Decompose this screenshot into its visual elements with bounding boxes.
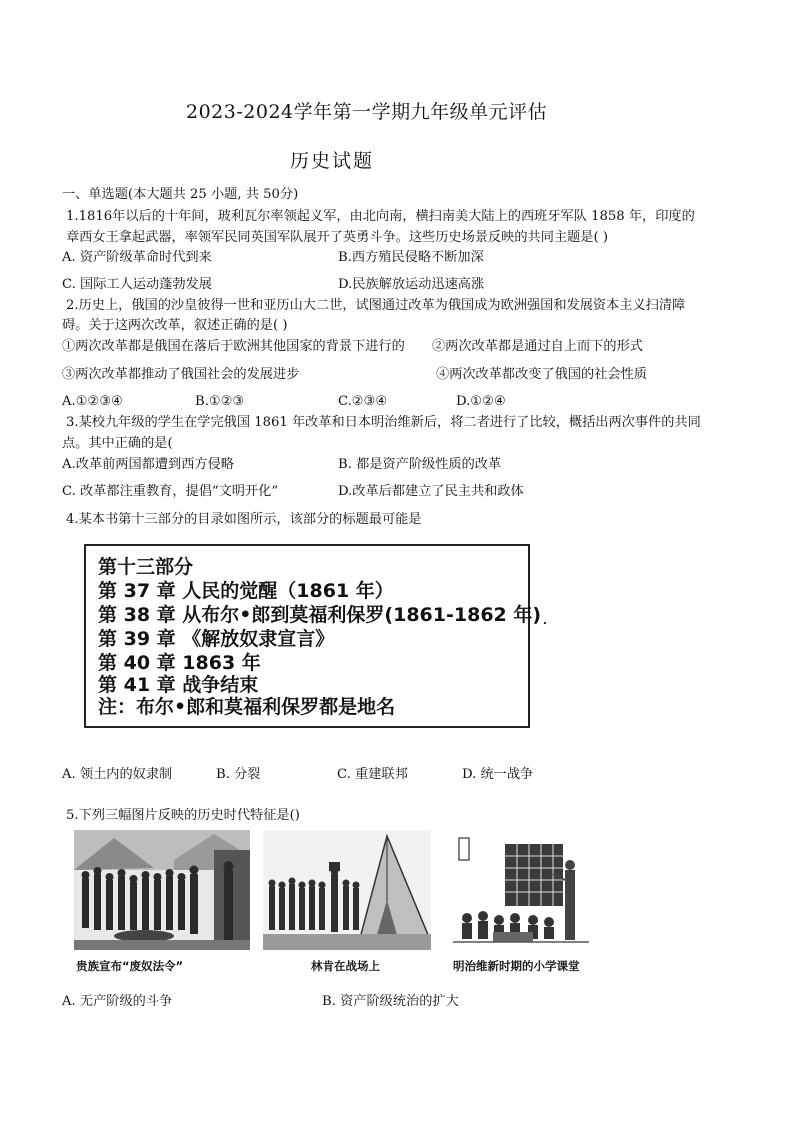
toc-line: 第 39 章 《解放奴隶宣言》 <box>98 628 335 650</box>
q1-stem-line1: 1.1816年以后的十年间，玻利瓦尔率领起义军，由北向南，横扫南美大陆上的西班牙军队 1858 年，印度的 <box>66 209 695 224</box>
q3-stem-line2: 点。其中正确的是( <box>62 436 173 451</box>
q3-option-b: B. 都是资产阶级性质的改革 <box>338 457 502 472</box>
picture-caption: 林肯在战场上 <box>311 959 380 973</box>
exam-subtitle: 历史试题 <box>290 150 375 172</box>
toc-line: 第 41 章 战争结束 <box>98 674 259 696</box>
q2-statement-1: ①两次改革都是俄国在落后于欧洲其他国家的背景下进行的 <box>62 339 405 354</box>
q2-statement-4: ④两次改革都改变了俄国的社会性质 <box>436 367 647 382</box>
scan-speck <box>544 622 546 624</box>
q5-option-a: A. 无产阶级的斗争 <box>62 994 173 1009</box>
picture-caption: 明治维新时期的小学课堂 <box>453 959 580 973</box>
q5-option-b: B. 资产阶级统治的扩大 <box>322 994 459 1009</box>
q2-statement-2: ②两次改革都是通过自上而下的形式 <box>432 339 643 354</box>
q2-stem-line1: 2.历史上，俄国的沙皇彼得一世和亚历山大二世，试图通过改革为俄国成为欧洲强国和发展资本主义扫清障 <box>66 298 686 313</box>
q4-option-b: B. 分裂 <box>216 767 261 782</box>
q1-option-a: A. 资产阶级革命时代到来 <box>62 250 212 265</box>
q2-option-c: C.②③④ <box>338 394 388 409</box>
emancipation-proclamation-picture <box>74 830 250 950</box>
q4-option-c: C. 重建联邦 <box>337 767 408 782</box>
toc-line: 第 37 章 人民的觉醒（1861 年） <box>98 580 394 602</box>
q2-statement-3: ③两次改革都推动了俄国社会的发展进步 <box>62 367 300 382</box>
q3-stem-line1: 3.某校九年级的学生在学完俄国 1861 年改革和日本明治维新后，将二者进行了比较，概括出两次事件的共同 <box>66 415 701 430</box>
q1-option-d: D.民族解放运动迅速高涨 <box>338 277 485 292</box>
lincoln-battlefield-picture <box>263 830 431 950</box>
q5-stem: 5.下列三幅图片反映的历史时代特征是() <box>66 808 300 823</box>
q4-option-d: D. 统一战争 <box>462 767 534 782</box>
q2-option-a: A.①②③④ <box>62 394 124 409</box>
toc-line: 第 40 章 1863 年 <box>98 652 261 674</box>
meiji-classroom-picture <box>453 830 589 950</box>
q3-option-a: A.改革前两国都遭到西方侵略 <box>62 457 234 472</box>
q1-stem-line2: 章西女王拿起武器，率领军民同英国军队展开了英勇斗争。这些历史场景反映的共同主题是( ) <box>66 230 608 245</box>
q2-stem-line2: 碍。关于这两次改革，叙述正确的是( ) <box>62 318 288 333</box>
q1-option-b: B.西方殖民侵略不断加深 <box>338 250 484 265</box>
section-heading: 一、单选题(本大题共 25 小题, 共 50分) <box>62 187 299 202</box>
exam-title: 2023-2024学年第一学期九年级单元评估 <box>186 101 548 123</box>
q2-option-b: B.①②③ <box>195 394 245 409</box>
q3-option-d: D.改革后都建立了民主共和政体 <box>338 484 524 499</box>
toc-line: 第十三部分 <box>98 556 194 578</box>
q4-stem: 4.某本书第十三部分的目录如图所示，该部分的标题最可能是 <box>66 512 422 527</box>
q4-option-a: A. 领土内的奴隶制 <box>62 767 173 782</box>
toc-line: 注：布尔•郎和莫福利保罗都是地名 <box>98 696 396 718</box>
table-of-contents-figure <box>84 544 542 728</box>
toc-line: 第 38 章 从布尔•郎到莫福利保罗(1861-1862 年) <box>98 604 542 626</box>
q2-option-d: D.①②④ <box>456 394 506 409</box>
q3-option-c: C. 改革都注重教育，提倡“文明开化” <box>62 484 279 499</box>
picture-caption: 贵族宣布“废奴法令” <box>76 959 184 973</box>
q1-option-c: C. 国际工人运动蓬勃发展 <box>62 277 212 292</box>
